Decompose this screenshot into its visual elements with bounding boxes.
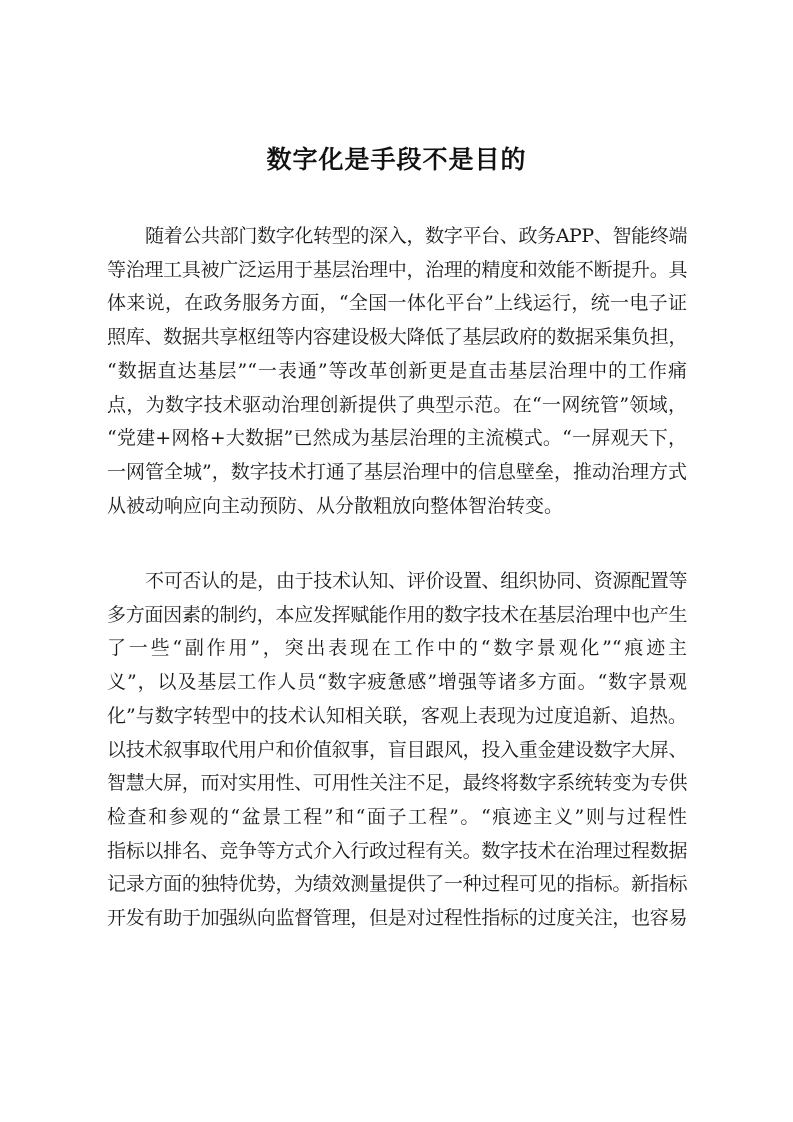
document-title: 数字化是手段不是目的 [266, 145, 527, 174]
text-line: 从被动响应向主动预防、从分散粗放向整体智治转变。 [107, 494, 564, 517]
text-line: 指标以排名、竞争等方式介入行政过程有关。数字技术在治理过程数据 [107, 839, 687, 862]
text-line: 化”与数字转型中的技术认知相关联，客观上表现为过度追新、追热。 [107, 704, 687, 727]
text-line: 多方面因素的制约，本应发挥赋能作用的数字技术在基层治理中也产生 [107, 603, 687, 626]
text-line: 随着公共部门数字化转型的深入，数字平台、政务APP、智能终端 [145, 225, 687, 247]
text-line: 点，为数字技术驱动治理创新提供了典型示范。在“一网统管”领域， [107, 393, 687, 416]
text-line: 体来说，在政务服务方面，“全国一体化平台”上线运行，统一电子证 [107, 292, 687, 315]
text-line: 不可否认的是，由于技术认知、评价设置、组织协同、资源配置等 [145, 570, 687, 592]
text-line: 等治理工具被广泛运用于基层治理中，治理的精度和效能不断提升。具 [107, 258, 687, 281]
text-line: 记录方面的独特优势，为绩效测量提供了一种过程可见的指标。新指标 [107, 873, 687, 896]
paragraph-1 [107, 220, 687, 523]
text-line: 检查和参观的“盆景工程”和“面子工程”。“痕迹主义”则与过程性 [107, 805, 687, 828]
text-line: 一网管全城”，数字技术打通了基层治理中的信息壁垒，推动治理方式 [107, 460, 687, 483]
text-line: 照库、数据共享枢纽等内容建设极大降低了基层政府的数据采集负担， [107, 326, 687, 349]
text-line: 义”，以及基层工作人员“数字疲惫感”增强等诸多方面。“数字景观 [107, 671, 687, 694]
text-line: “党建+网格+大数据”已然成为基层治理的主流模式。“一屏观天下， [107, 427, 687, 450]
paragraph-2 [107, 565, 687, 936]
text-line: “数据直达基层”“一表通”等改革创新更是直击基层治理中的工作痛 [107, 359, 687, 382]
text-line: 了一些“副作用”，突出表现在工作中的“数字景观化”“痕迹主 [107, 637, 687, 660]
text-line: 开发有助于加强纵向监督管理，但是对过程性指标的过度关注，也容易 [107, 907, 687, 930]
text-line: 智慧大屏，而对实用性、可用性关注不足，最终将数字系统转变为专供 [107, 772, 687, 795]
text-line: 以技术叙事取代用户和价值叙事，盲目跟风，投入重金建设数字大屏、 [107, 738, 687, 761]
